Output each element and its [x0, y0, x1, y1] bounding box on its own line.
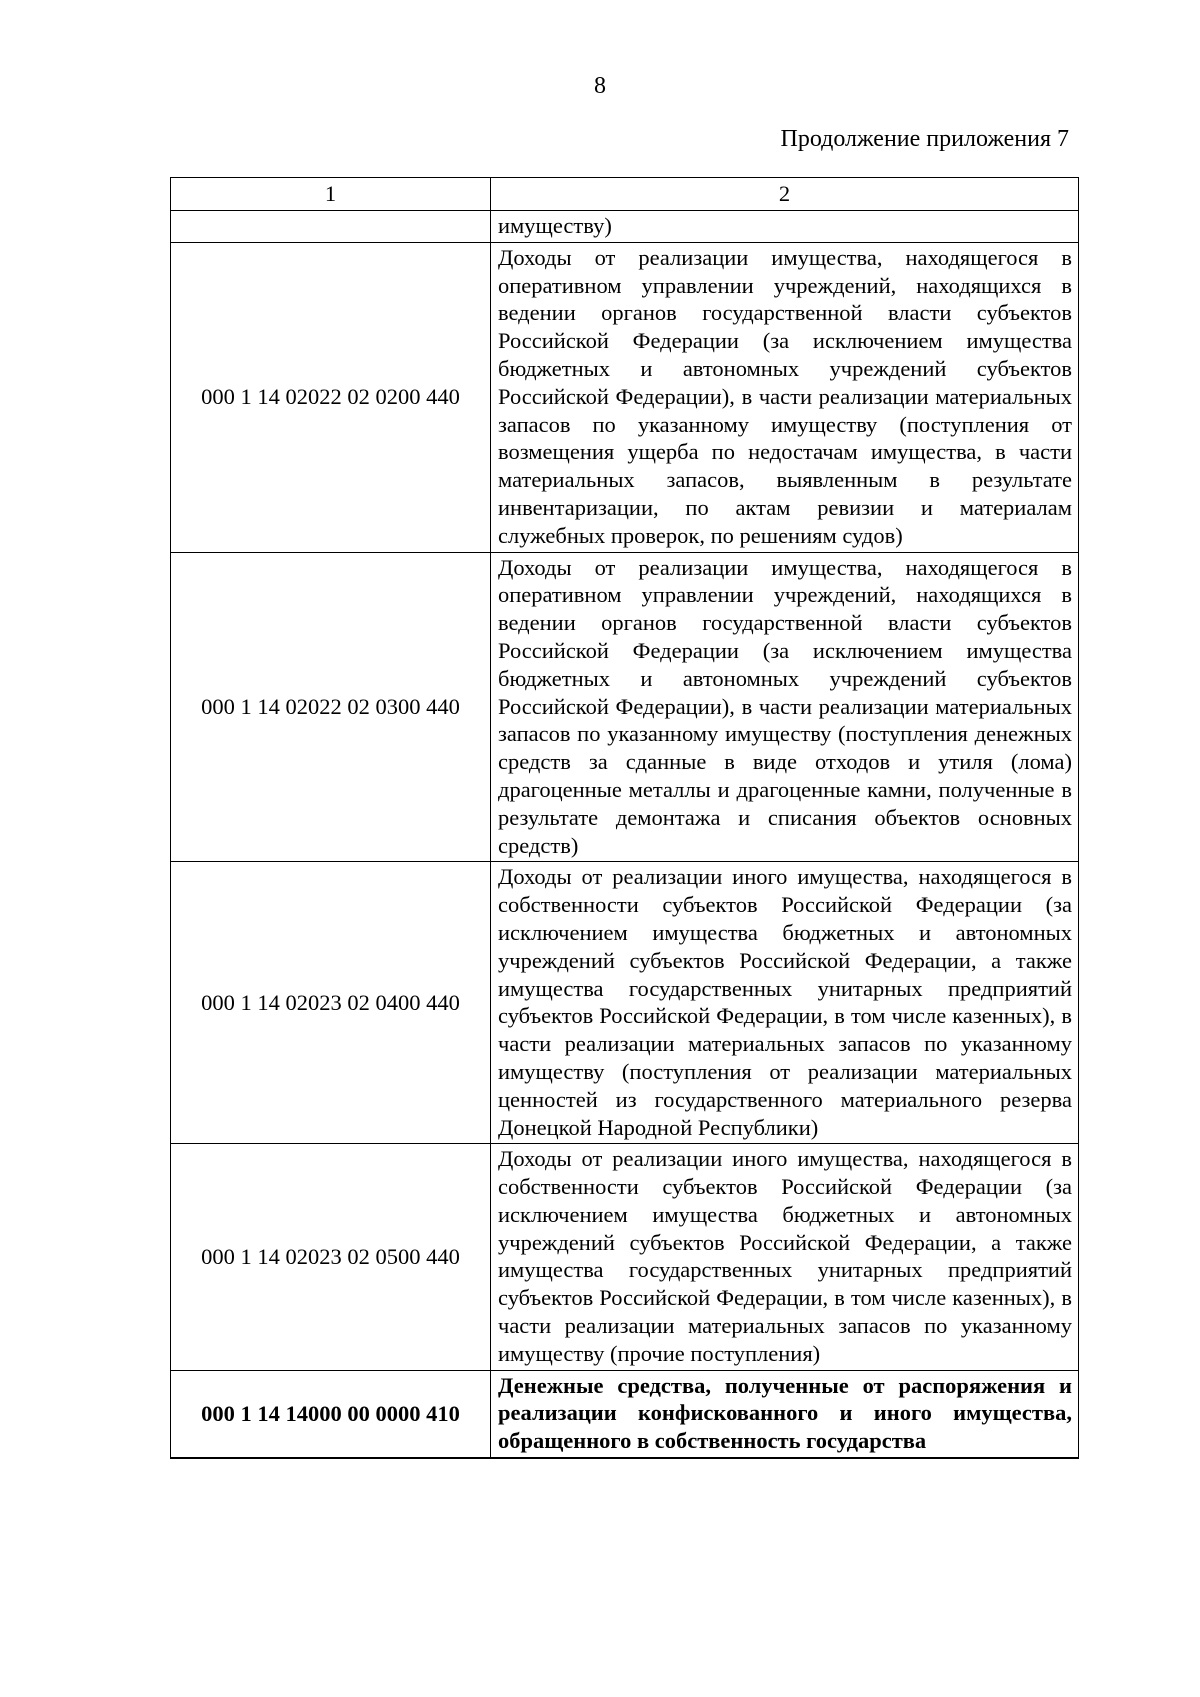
row-code: 000 1 14 14000 00 0000 410: [171, 1370, 491, 1458]
table-row: [171, 552, 1079, 862]
row-description: имуществу): [491, 211, 1079, 243]
row-code: 000 1 14 02022 02 0200 440: [171, 242, 491, 552]
budget-codes-table: [170, 177, 1079, 1459]
row-description: Денежные средства, полученные от распоряжения и реализации конфискованного и иного имущества, обращенного в собственность государства: [491, 1370, 1079, 1458]
row-description: Доходы от реализации иного имущества, находящегося в собственности субъектов Российской Федерации (за исключением имущества бюджетных и автономных учреждений субъектов Российской Федерации, а также имущества государственных унитарных предприятий субъектов Российской Федерации, в том числе казенных), в части реализации материальных запасов по указанному имуществу (прочие поступления): [491, 1144, 1079, 1370]
row-code: 000 1 14 02023 02 0400 440: [171, 862, 491, 1144]
row-code: 000 1 14 02022 02 0300 440: [171, 552, 491, 862]
table-row: [171, 1144, 1079, 1370]
table-row: [171, 211, 1079, 243]
column-header-2: 2: [491, 178, 1079, 211]
column-header-1: 1: [171, 178, 491, 211]
page-number: 8: [594, 73, 606, 99]
table-header-row: [171, 178, 1079, 211]
row-description: Доходы от реализации имущества, находящегося в оперативном управлении учреждений, находящихся в ведении органов государственной власти субъектов Российской Федерации (за исключением имущества бюджетных и автономных учреждений субъектов Российской Федерации), в части реализации материальных запасов по указанному имуществу (поступления денежных средств за сданные в виде отходов и утиля (лома) драгоценные металлы и драгоценные камни, полученные в результате демонтажа и списания объектов основных средств): [491, 552, 1079, 862]
table-row: [171, 1370, 1079, 1458]
row-code: [171, 211, 491, 243]
appendix-continuation-label: Продолжение приложения 7: [780, 126, 1069, 152]
row-code: 000 1 14 02023 02 0500 440: [171, 1144, 491, 1370]
table-row: [171, 862, 1079, 1144]
row-description: Доходы от реализации имущества, находящегося в оперативном управлении учреждений, находящихся в ведении органов государственной власти субъектов Российской Федерации (за исключением имущества бюджетных и автономных учреждений субъектов Российской Федерации), в части реализации материальных запасов по указанному имуществу (поступления от возмещения ущерба по недостачам имущества, в части материальных запасов, выявленным в результате инвентаризации, по актам ревизии и материалам служебных проверок, по решениям судов): [491, 242, 1079, 552]
table-row: [171, 242, 1079, 552]
row-description: Доходы от реализации иного имущества, находящегося в собственности субъектов Российской Федерации (за исключением имущества бюджетных и автономных учреждений субъектов Российской Федерации, а также имущества государственных унитарных предприятий субъектов Российской Федерации, в том числе казенных), в части реализации материальных запасов по указанному имуществу (поступления от реализации материальных ценностей из государственного материального резерва Донецкой Народной Республики): [491, 862, 1079, 1144]
